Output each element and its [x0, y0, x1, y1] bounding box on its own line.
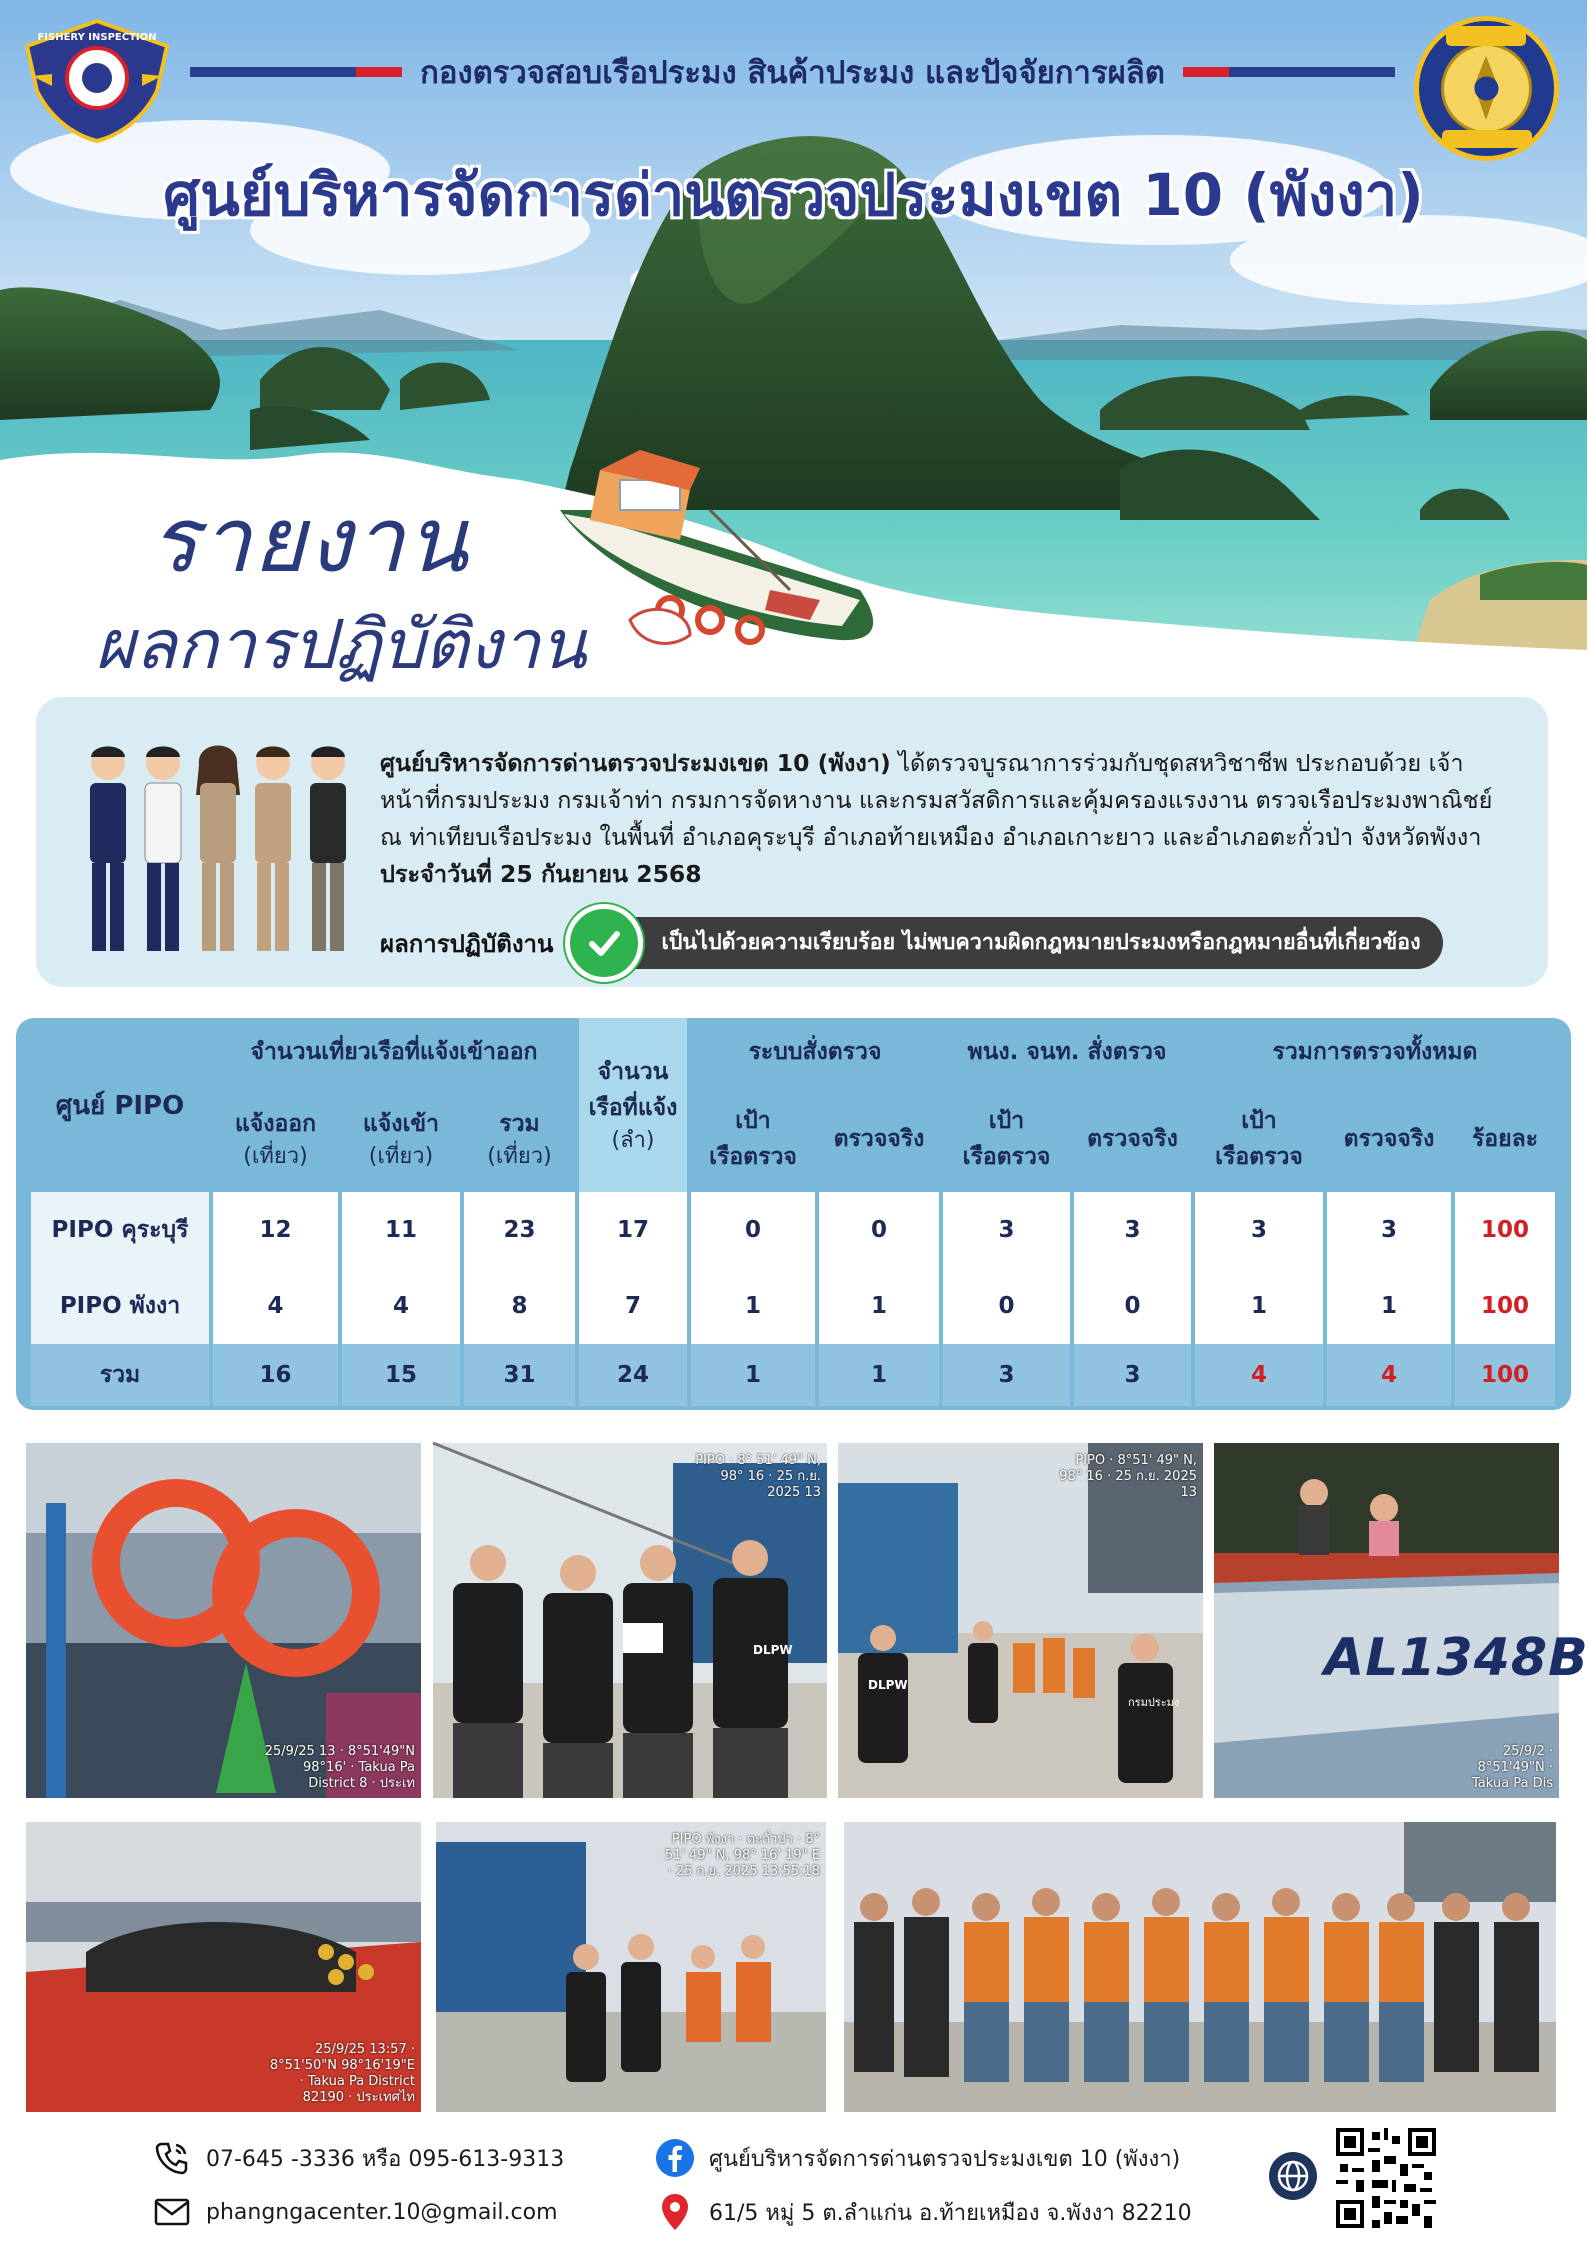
header-trips-group: จำนวนเที่ยวเรือที่แจ้งเข้าออก: [250, 1039, 538, 1065]
cell-officer-target: 3: [943, 1192, 1070, 1268]
qr-code[interactable]: [1336, 2128, 1436, 2228]
row-name: PIPO คุระบุรี: [31, 1192, 209, 1268]
officer-figure: [90, 746, 126, 951]
report-subheading: ผลการปฏิบัติงาน: [95, 606, 587, 685]
total-officer-target: 3: [943, 1344, 1070, 1406]
cell-out: 4: [213, 1268, 338, 1344]
header-total-actual: ตรวจจริง: [1343, 1126, 1435, 1152]
department-seal-icon: [1414, 16, 1559, 161]
summary-lead: ศูนย์บริหารจัดการด่านตรวจประมงเขต 10 (พังงา): [380, 749, 891, 777]
total-sum: 31: [464, 1344, 575, 1406]
cell-boats: 7: [579, 1268, 687, 1344]
header-boats-line2: เรือที่แจ้ง: [588, 1095, 678, 1121]
header-officer-actual: ตรวจจริง: [1087, 1126, 1178, 1152]
email-icon: [152, 2192, 192, 2232]
photo-timestamp: 25/9/25 13:57 · 8°51'50"N 98°16'19"E · Takua Pa District 82190 · ประเทศไท: [269, 2042, 415, 2105]
cell-out: 12: [213, 1192, 338, 1268]
photo-timestamp: PIPO · 8°51' 49" N, 98° 16 · 25 ก.ย. 2025 13: [1059, 1453, 1197, 1500]
flag-stripe-left: [190, 67, 402, 77]
vest-label: กรมประมง: [1128, 1696, 1180, 1709]
cell-in: 11: [342, 1192, 460, 1268]
photo-boat-deck-nets: [26, 1822, 421, 2112]
cell-system-actual: 0: [819, 1192, 939, 1268]
officer-figure: [255, 746, 291, 951]
header-in: [342, 1086, 460, 1192]
cell-total-actual: 3: [1327, 1192, 1451, 1268]
table-total-row: [31, 1344, 1555, 1406]
total-system-actual: 1: [819, 1344, 939, 1406]
inspection-stats-table: [27, 1018, 1559, 1406]
center-title: ศูนย์บริหารจัดการด่านตรวจประมงเขต 10 (พังงา): [163, 161, 1424, 229]
photo-timestamp: 25/9/2 · 8°51'49"N · Takua Pa Dis: [1472, 1744, 1553, 1791]
phone-number: 07-645 -3336 หรือ 095-613-9313: [206, 2146, 565, 2172]
total-percent: 100: [1455, 1344, 1555, 1406]
officer-figure: [145, 746, 181, 951]
photo-lifebuoys: [26, 1443, 421, 1798]
cell-system-target: 0: [691, 1192, 815, 1268]
fishery-inspection-badge-icon: [22, 16, 172, 146]
header-system-actual: ตรวจจริง: [833, 1126, 925, 1152]
header-in-label: แจ้งเข้า: [362, 1111, 440, 1137]
photo-timestamp: PIPO · 8° 51' 49" N, 98° 16 · 25 ก.ย. 2025 13: [695, 1453, 821, 1500]
officers-illustration: [78, 735, 358, 960]
globe-icon[interactable]: [1268, 2151, 1318, 2201]
header-boats-line1: จำนวน: [597, 1059, 669, 1085]
summary-date: ประจำวันที่ 25 กันยายน 2568: [380, 860, 702, 888]
total-out: 16: [213, 1344, 338, 1406]
result-label: ผลการปฏิบัติงาน: [380, 929, 554, 958]
header-total-target-1: เป้า: [1241, 1108, 1277, 1134]
svg-text:FISHERY INSPECTION: FISHERY INSPECTION: [37, 32, 157, 43]
phone-icon: [152, 2138, 192, 2178]
organization-strip: [190, 50, 1395, 94]
result-pill: [565, 917, 1442, 969]
cell-boats: 17: [579, 1192, 687, 1268]
hull-registration: AL1348B: [1324, 1628, 1589, 1688]
header-total-group: รวมการตรวจทั้งหมด: [1272, 1039, 1478, 1065]
header-total-target-2: เรือตรวจ: [1215, 1144, 1303, 1170]
header-boats: [579, 1018, 687, 1192]
summary-paragraph: [380, 745, 1520, 893]
cell-system-actual: 1: [819, 1268, 939, 1344]
table-row: [31, 1268, 1555, 1344]
header-percent: ร้อยละ: [1471, 1126, 1539, 1152]
address-text: 61/5 หมู่ 5 ต.ลำแก่น อ.ท้ายเหมือง จ.พังงา 82210: [709, 2200, 1192, 2226]
check-icon: [565, 904, 643, 982]
header-sum-unit: (เที่ยว): [487, 1144, 552, 1169]
total-in: 15: [342, 1344, 460, 1406]
header-pipo: ศูนย์ PIPO: [55, 1090, 185, 1121]
facebook-icon[interactable]: [655, 2138, 695, 2178]
header-sum: [464, 1086, 575, 1192]
table-row: [31, 1192, 1555, 1268]
vest-label: DLPW: [753, 1643, 793, 1657]
cell-percent: 100: [1455, 1192, 1555, 1268]
header-in-unit: (เที่ยว): [368, 1144, 434, 1169]
header-officer-target: [943, 1086, 1070, 1192]
photo-officers-pier: [436, 1822, 826, 2112]
group-crew-photo-illustration: [844, 1822, 1556, 2112]
total-boats: 24: [579, 1344, 687, 1406]
result-row: [380, 917, 1443, 969]
cell-percent: 100: [1455, 1268, 1555, 1344]
footer-address: [655, 2192, 1192, 2232]
photo-pier-inspection: [838, 1443, 1203, 1798]
facebook-page-name[interactable]: ศูนย์บริหารจัดการด่านตรวจประมงเขต 10 (พังงา): [709, 2146, 1181, 2172]
cell-total-actual: 1: [1327, 1268, 1451, 1344]
department-of-fisheries-logo: [1414, 16, 1559, 161]
header-system-group: ระบบสั่งตรวจ: [748, 1039, 882, 1065]
cell-officer-target: 0: [943, 1268, 1070, 1344]
total-total-target: 4: [1195, 1344, 1323, 1406]
header-out-unit: (เที่ยว): [243, 1144, 308, 1169]
header-out-label: แจ้งออก: [234, 1111, 317, 1137]
header-system-target-1: เป้า: [735, 1108, 771, 1134]
header-system-target: [691, 1086, 815, 1192]
cell-in: 4: [342, 1268, 460, 1344]
vest-label: DLPW: [868, 1678, 908, 1692]
footer-phone: [152, 2138, 564, 2178]
photo-officers-document: [433, 1443, 827, 1798]
header-total-target: [1195, 1086, 1323, 1192]
summary-body: ได้ตรวจบูรณาการร่วมกับชุดสหวิชาชีพ ประกอบด้วย เจ้าหน้าที่กรมประมง กรมเจ้าท่า กรมการจัดหางาน และกรมสวัสดิการและคุ้มครองแรงงาน ตรวจเรือประมงพาณิชย์ ณ ท่าเทียบเรือประมง ในพื้นที่ อำเภอคุระบุรี อำเภอท้ายเหมือง อำเภอเกาะยาว และอำเภอตะกั่วป่า จังหวัดพังงา: [380, 749, 1493, 851]
flag-stripe-right: [1183, 67, 1395, 77]
photo-boat-hull: [1214, 1443, 1589, 1798]
organization-name: กองตรวจสอบเรือประมง สินค้าประมง และปัจจัยการผลิต: [420, 55, 1165, 91]
header-boats-unit: (ลำ): [611, 1128, 655, 1153]
cell-sum: 8: [464, 1268, 575, 1344]
cell-total-target: 3: [1195, 1192, 1323, 1268]
footer-email: [152, 2192, 558, 2232]
cell-officer-actual: 3: [1074, 1192, 1191, 1268]
total-officer-actual: 3: [1074, 1344, 1191, 1406]
officer-figure: [196, 746, 240, 952]
total-total-actual: 4: [1327, 1344, 1451, 1406]
footer-facebook: [655, 2138, 1180, 2178]
email-address[interactable]: phangngacenter.10@gmail.com: [206, 2199, 558, 2225]
photo-timestamp: PIPO พังงา · ตะกั่วป่า · 8° 51' 49" N, 98° 16' 19" E · 25 ก.ย. 2025 13:55:18: [664, 1832, 820, 1879]
result-text: เป็นไปด้วยความเรียบร้อย ไม่พบความผิดกฎหมายประมงหรือกฎหมายอื่นที่เกี่ยวข้อง: [609, 917, 1442, 969]
photo-group-crew: [844, 1822, 1556, 2112]
total-system-target: 1: [691, 1344, 815, 1406]
report-heading: รายงาน: [150, 488, 470, 593]
header-officer-target-1: เป้า: [988, 1108, 1025, 1134]
photo-timestamp: 25/9/25 13 · 8°51'49"N 98°16' · Takua Pa District 8 · ประเท: [264, 1744, 415, 1791]
officer-figure: [310, 746, 346, 951]
cell-officer-actual: 0: [1074, 1268, 1191, 1344]
row-name: PIPO พังงา: [31, 1268, 209, 1344]
header-officer-group: พนง. จนท. สั่งตรวจ: [967, 1039, 1167, 1065]
header-out: [213, 1086, 338, 1192]
cell-sum: 23: [464, 1192, 575, 1268]
cell-system-target: 1: [691, 1268, 815, 1344]
cell-total-target: 1: [1195, 1268, 1323, 1344]
header-officer-target-2: เรือตรวจ: [962, 1144, 1051, 1170]
location-icon: [655, 2192, 695, 2232]
fishery-inspection-logo: [22, 16, 172, 146]
header-system-target-2: เรือตรวจ: [709, 1144, 797, 1170]
total-name: รวม: [31, 1344, 209, 1406]
header-sum-label: รวม: [499, 1111, 540, 1137]
